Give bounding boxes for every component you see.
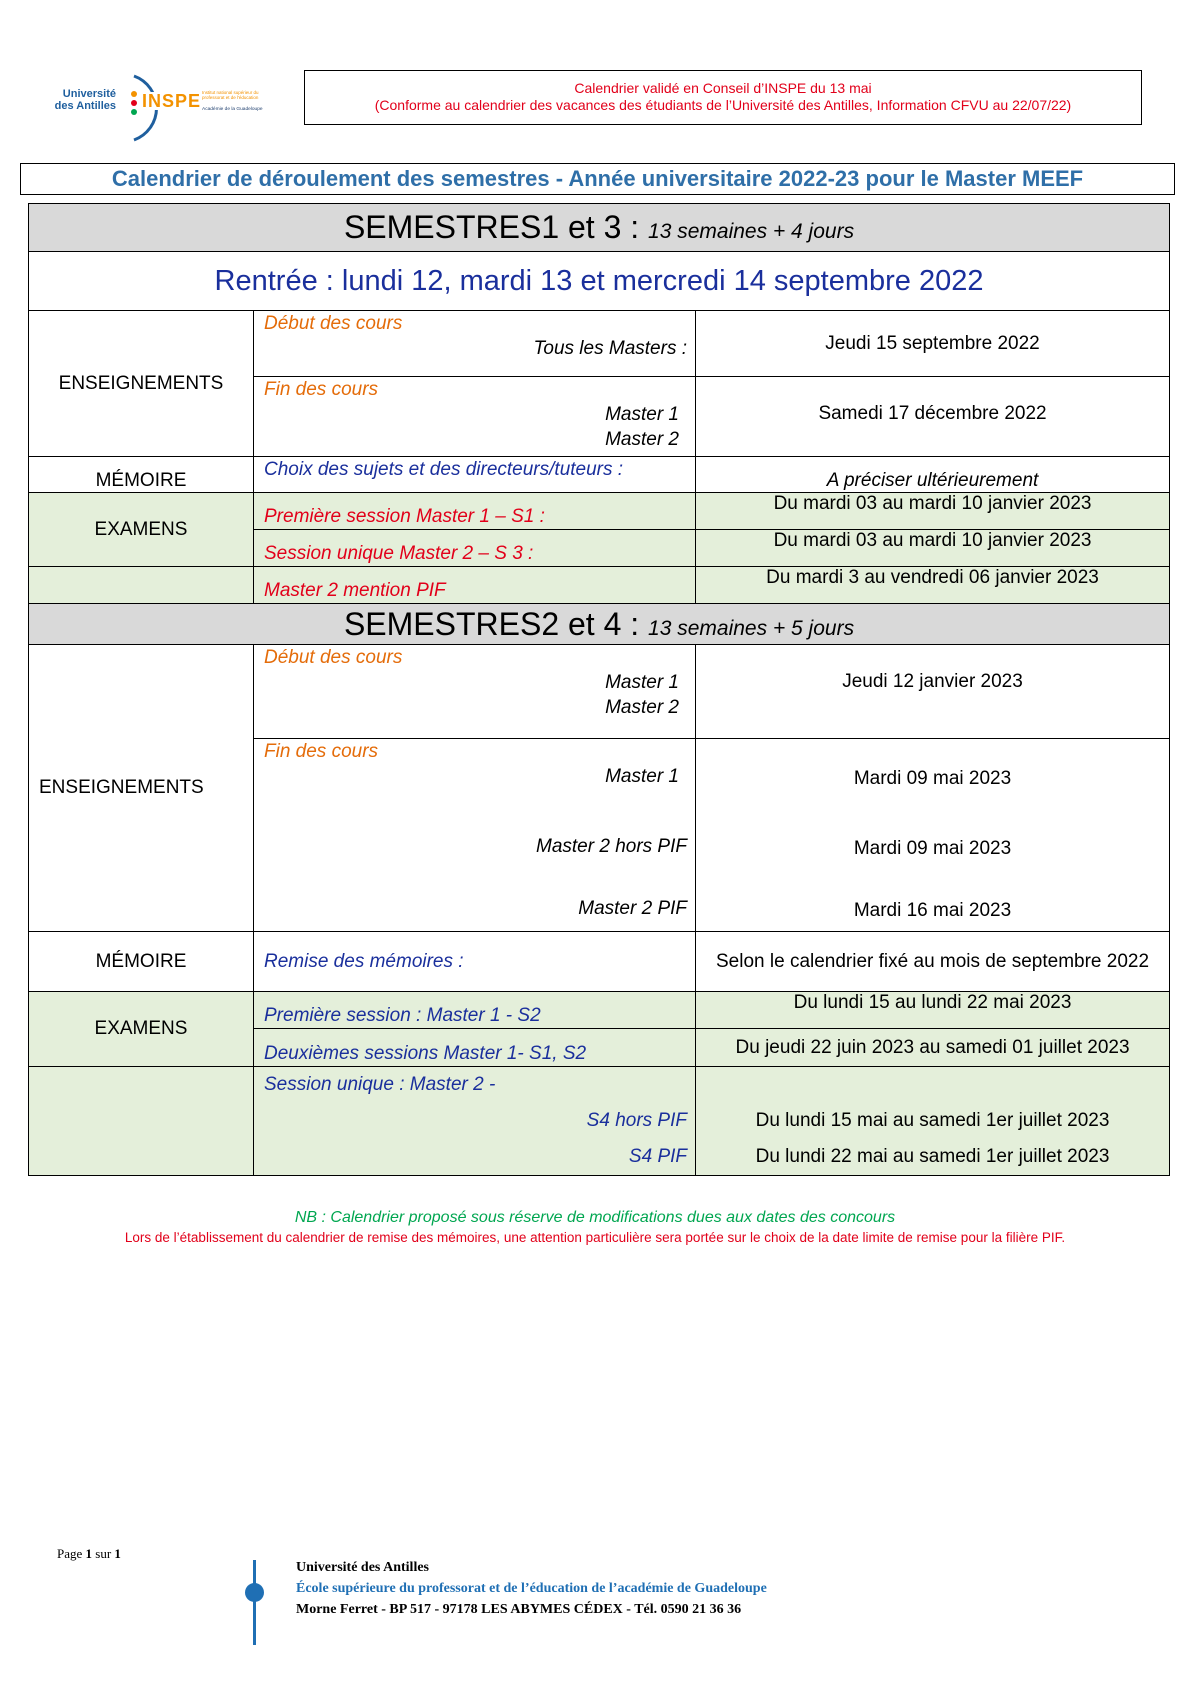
footer-line-2: École supérieure du professorat et de l’éducation de l’académie de Guadeloupe	[296, 1581, 767, 1596]
page-number	[57, 1546, 121, 1562]
fin-cours-desc	[254, 377, 696, 457]
fin-cours-date-m1: Mardi 09 mai 2023	[853, 768, 1012, 789]
memoire-date: A préciser ultérieurement	[696, 457, 1170, 493]
logo-inspe-academy: Académie de la Guadeloupe	[202, 107, 263, 112]
table-row	[29, 457, 1170, 493]
memoire-desc-2: Remise des mémoires :	[254, 932, 696, 992]
debut-cours-date-2: Jeudi 12 janvier 2023	[696, 645, 1170, 739]
logo-university-line2: des Antilles	[54, 100, 116, 112]
debut-cours-desc	[254, 311, 696, 377]
footer-line-1: Université des Antilles	[296, 1560, 429, 1575]
table-row	[29, 311, 1170, 377]
exam-s2-row-3-sub-1: S4 hors PIF	[586, 1110, 687, 1131]
semester-2-4-title: SEMESTRES2 et 4 :	[343, 605, 640, 642]
page-of: sur	[95, 1546, 112, 1561]
enseignements-label-2: ENSEIGNEMENTS	[29, 645, 254, 932]
exam-row-1-date: Du mardi 03 au mardi 10 janvier 2023	[696, 493, 1170, 530]
exam-s2-row-1-desc: Première session : Master 1 - S2	[254, 992, 696, 1029]
rentree-text: Rentrée : lundi 12, mardi 13 et mercredi 14 septembre 2022	[29, 252, 1170, 311]
debut-cours-date: Jeudi 15 septembre 2022	[696, 311, 1170, 377]
fin-cours-who-1: Master 1	[605, 404, 679, 425]
calendar-table	[28, 203, 1170, 1176]
fin-cours-date: Samedi 17 décembre 2022	[696, 377, 1170, 457]
exam-row-3-date: Du mardi 3 au vendredi 06 janvier 2023	[696, 567, 1170, 604]
exam-row-1-desc: Première session Master 1 – S1 :	[254, 493, 696, 530]
debut-cours-who-2: Master 2	[605, 697, 679, 718]
page-title: Calendrier de déroulement des semestres - Année universitaire 2022-23 pour le Master MEEF	[20, 163, 1175, 195]
debut-cours-who-1: Master 1	[605, 672, 679, 693]
debut-cours-label: Début des cours	[264, 313, 403, 334]
exam-row-2-date: Du mardi 03 au mardi 10 janvier 2023	[696, 530, 1170, 567]
rentree-row	[29, 252, 1170, 311]
exam-s2-row-2-date: Du jeudi 22 juin 2023 au samedi 01 juillet 2023	[696, 1029, 1170, 1067]
table-row	[29, 645, 1170, 739]
examens-label: EXAMENS	[29, 493, 254, 567]
fin-cours-who-m1: Master 1	[605, 766, 679, 787]
table-row	[29, 567, 1170, 604]
notice-line-1: Calendrier validé en Conseil d’INSPE du 13 mai	[574, 80, 872, 96]
logo-university-line1: Université	[62, 88, 116, 100]
semester-2-4-duration: 13 semaines + 5 jours	[648, 616, 855, 640]
exam-s2-row-3-date-1: Du lundi 15 mai au samedi 1er juillet 2023	[755, 1110, 1110, 1131]
logo-university-text	[54, 88, 116, 112]
empty-cell	[29, 567, 254, 604]
memoire-date-2: Selon le calendrier fixé au mois de septembre 2022	[696, 932, 1170, 992]
exam-row-3-desc: Master 2 mention PIF	[254, 567, 696, 604]
fin-cours-who-2: Master 2	[605, 429, 679, 450]
memoire-note: Lors de l’établissement du calendrier de remise des mémoires, une attention particulière sera portée sur le choix de la date limite de remise pour la filière PIF.	[124, 1230, 1066, 1245]
footer-dot-icon	[245, 1583, 264, 1602]
memoire-desc: Choix des sujets et des directeurs/tuteurs :	[254, 457, 696, 493]
exam-s2-row-3-date-2: Du lundi 22 mai au samedi 1er juillet 2023	[755, 1146, 1110, 1167]
exam-s2-row-3-sub-2: S4 PIF	[628, 1146, 687, 1167]
semester-1-3-duration: 13 semaines + 4 jours	[648, 220, 855, 243]
examens-label-2: EXAMENS	[29, 992, 254, 1067]
exam-s2-row-3-desc	[254, 1067, 696, 1176]
enseignements-label: ENSEIGNEMENTS	[29, 311, 254, 457]
debut-cours-who: Tous les Masters :	[533, 338, 687, 359]
footer-line-3: Morne Ferret - BP 517 - 97178 LES ABYMES CÉDEX - Tél. 0590 21 36 36	[296, 1602, 742, 1617]
semester-2-4-header	[29, 604, 1170, 645]
empty-cell	[29, 1067, 254, 1176]
validation-notice-box	[304, 70, 1142, 125]
page-label: Page	[57, 1546, 83, 1561]
fin-cours-date-m2-hors-pif: Mardi 09 mai 2023	[853, 838, 1012, 859]
logo-inspe-subtitle: Institut national supérieur du professorat et de l'éducation	[202, 90, 259, 100]
exam-s2-row-3-label: Session unique : Master 2 -	[264, 1074, 496, 1095]
page-current: 1	[85, 1546, 93, 1561]
fin-cours-label: Fin des cours	[264, 379, 379, 400]
fin-cours-dates-2	[696, 739, 1170, 932]
semester-1-3-title-cell	[29, 204, 1170, 252]
table-row	[29, 1067, 1170, 1176]
memoire-label: MÉMOIRE	[29, 457, 254, 493]
table-row	[29, 932, 1170, 992]
fin-cours-desc-2	[254, 739, 696, 932]
exam-s2-row-1-date: Du lundi 15 au lundi 22 mai 2023	[696, 992, 1170, 1029]
semester-1-3-header	[29, 204, 1170, 252]
nb-note: NB : Calendrier proposé sous réserve de modifications dues aux dates des concours	[294, 1209, 896, 1226]
footer-address	[296, 1557, 767, 1620]
exam-s2-row-2-desc: Deuxièmes sessions Master 1- S1, S2	[254, 1029, 696, 1067]
fin-cours-label-2: Fin des cours	[264, 741, 379, 762]
semester-2-4-title-cell	[29, 604, 1170, 645]
exam-row-2-desc: Session unique Master 2 – S 3 :	[254, 530, 696, 567]
logo-universite-inspe	[54, 70, 279, 144]
debut-cours-label-2: Début des cours	[264, 647, 403, 668]
exam-s2-row-3-dates	[696, 1067, 1170, 1176]
notice-line-2: (Conforme au calendrier des vacances des étudiants de l’Université des Antilles, Information CFVU au 22/07/22)	[374, 97, 1072, 113]
footer-divider	[253, 1560, 256, 1645]
fin-cours-who-m2-pif: Master 2 PIF	[578, 898, 687, 919]
fin-cours-date-m2-pif: Mardi 16 mai 2023	[853, 900, 1012, 921]
memoire-label-2: MÉMOIRE	[29, 932, 254, 992]
table-row	[29, 493, 1170, 530]
debut-cours-desc-2	[254, 645, 696, 739]
logo-inspe-text: INSPE	[142, 91, 202, 111]
fin-cours-who-m2-hors-pif: Master 2 hors PIF	[536, 836, 687, 857]
semester-1-3-title: SEMESTRES1 et 3 :	[343, 209, 640, 245]
page-total: 1	[114, 1546, 121, 1561]
table-row	[29, 992, 1170, 1029]
